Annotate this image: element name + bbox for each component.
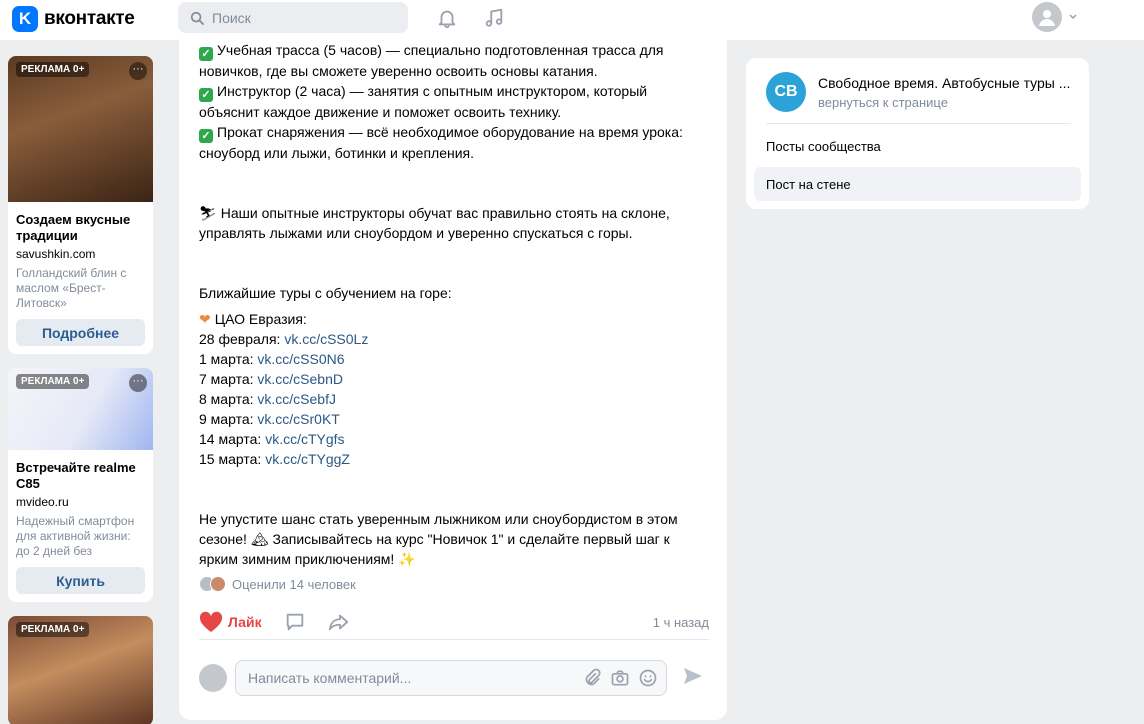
send-button[interactable] bbox=[681, 664, 705, 693]
comment-box[interactable] bbox=[235, 660, 667, 696]
comment-input[interactable] bbox=[248, 670, 582, 686]
ad-title[interactable]: Встречайте realme C85 bbox=[16, 460, 136, 491]
community-header[interactable] bbox=[766, 72, 1073, 112]
vk-logo-icon: K bbox=[12, 6, 38, 32]
check-mark-icon: ✓ bbox=[199, 47, 213, 61]
ad-title[interactable]: Создаем вкусные традиции bbox=[16, 212, 131, 243]
community-logo[interactable]: СВ bbox=[766, 72, 806, 112]
avatar bbox=[199, 664, 227, 692]
tour-link[interactable]: vk.cc/cSr0KT bbox=[257, 411, 340, 427]
post-side-panel bbox=[746, 58, 1089, 209]
nav-wall-post[interactable]: Пост на стене bbox=[754, 167, 1081, 201]
share-icon bbox=[328, 611, 350, 633]
paperclip-icon[interactable] bbox=[582, 668, 602, 688]
ad-card[interactable] bbox=[8, 616, 153, 724]
rated-count: Оценили 14 человек bbox=[232, 576, 356, 592]
sparkles-icon: ✨ bbox=[398, 551, 416, 567]
ad-buy-button[interactable]: Купить bbox=[16, 567, 145, 594]
heart-icon bbox=[199, 611, 223, 633]
search-icon bbox=[190, 11, 204, 25]
bell-icon bbox=[436, 7, 458, 29]
ad-domain: savushkin.com bbox=[16, 247, 96, 261]
heart-icon: ❤ bbox=[199, 311, 211, 327]
tour-link[interactable]: vk.cc/cTYgfs bbox=[265, 431, 345, 447]
tour-link[interactable]: vk.cc/cTYggZ bbox=[265, 451, 350, 467]
profile-menu[interactable] bbox=[1032, 2, 1078, 32]
ad-more-button[interactable]: Подробнее bbox=[16, 319, 145, 346]
chevron-down-icon bbox=[1068, 12, 1078, 22]
comment-composer bbox=[199, 660, 709, 696]
skier-icon: ⛷ bbox=[199, 205, 217, 221]
liker-avatars bbox=[199, 576, 226, 592]
ad-image[interactable] bbox=[8, 368, 153, 450]
ad-badge: РЕКЛАМА 0+ bbox=[16, 622, 89, 637]
share-button[interactable] bbox=[328, 611, 350, 633]
tour-link[interactable]: vk.cc/cSebfJ bbox=[257, 391, 336, 407]
avatar bbox=[1032, 2, 1062, 32]
post-actions bbox=[199, 604, 709, 640]
search-input[interactable] bbox=[212, 10, 392, 26]
post-time[interactable]: 1 ч назад bbox=[652, 614, 709, 630]
top-header bbox=[0, 0, 1144, 40]
check-mark-icon: ✓ bbox=[199, 88, 213, 102]
post-text: ✓ Учебная трасса (5 часов) — специально подготовленная трасса для новичков, где вы сможете уверенно освоить основы катания. ✓ Инструктор (2 часа) — занятия с опытным инструктором, который объяснит каждое движение и поможет освоить технику. ✓ Прокат снаряжения — всё необходимое оборудование на время урока: сноуборд или лыжи, ботинки и крепления. ⛷ Наши опытные инструкторы обучат вас правильно стоять на склоне, управлять лыжами или сноубордом и уверенно спускаться с горы. Ближайшие туры с обучением на горе: ❤ ЦАО Евразия: 28 февраля: vk.cc/cSS0Lz 1 марта: vk.cc/cSS0N6 7 марта: vk.cc/cSebnD 8 марта: vk.cc/cSebfJ 9 марта: vk.cc/cSr0KT 14 марта: vk.cc/cTYgfs 15 марта: vk.cc/cTYggZ Не упустите шанс стать уверенным лыжником или сноубордистом в этом сезоне! 🏔 Записывайтесь на курс "Новичок 1" и сделайте первый шаг к ярким зимним приключениям! ✨ bbox=[199, 42, 683, 567]
mountain-icon: 🏔 bbox=[250, 531, 269, 547]
ad-domain: mvideo.ru bbox=[16, 495, 69, 509]
wall-post bbox=[179, 40, 727, 720]
ad-badge: РЕКЛАМА 0+ bbox=[16, 374, 89, 389]
ad-description: Голландский блин с маслом «Брест-Литовск» bbox=[16, 266, 127, 310]
logo-text: вконтакте bbox=[44, 8, 135, 29]
back-to-page-link[interactable]: вернуться к странице bbox=[818, 94, 948, 110]
music-button[interactable] bbox=[481, 5, 507, 31]
ads-column bbox=[8, 56, 153, 724]
divider bbox=[199, 639, 709, 640]
send-icon bbox=[681, 664, 705, 688]
notifications-button[interactable] bbox=[434, 5, 460, 31]
ad-card[interactable] bbox=[8, 56, 153, 354]
music-note-icon bbox=[483, 7, 505, 29]
comment-button[interactable] bbox=[284, 611, 306, 633]
check-mark-icon: ✓ bbox=[199, 129, 213, 143]
ad-card[interactable] bbox=[8, 368, 153, 602]
user-icon bbox=[1037, 7, 1057, 27]
emoji-icon[interactable] bbox=[638, 668, 658, 688]
like-button[interactable]: Лайк bbox=[199, 611, 262, 633]
camera-icon[interactable] bbox=[610, 668, 630, 688]
ad-description: Надежный смартфон для активной жизни: до 2 дней без bbox=[16, 514, 135, 558]
tour-link[interactable]: vk.cc/cSebnD bbox=[257, 371, 343, 387]
nav-community-posts[interactable]: Посты сообщества bbox=[766, 138, 881, 154]
divider bbox=[766, 123, 1071, 124]
community-name[interactable]: Свободное время. Автобусные туры ... bbox=[818, 74, 1071, 91]
tour-link[interactable]: vk.cc/cSS0N6 bbox=[257, 351, 345, 367]
more-icon[interactable]: ··· bbox=[129, 374, 147, 392]
ad-image[interactable] bbox=[8, 56, 153, 202]
avatar bbox=[210, 576, 226, 592]
search-box[interactable] bbox=[178, 2, 408, 33]
tour-link[interactable]: vk.cc/cSS0Lz bbox=[284, 331, 369, 347]
ad-image[interactable] bbox=[8, 616, 153, 724]
ad-badge: РЕКЛАМА 0+ bbox=[16, 62, 89, 77]
comment-icon bbox=[284, 611, 306, 633]
vk-logo[interactable] bbox=[12, 6, 135, 32]
rated-by[interactable] bbox=[199, 576, 356, 592]
more-icon[interactable]: ··· bbox=[129, 62, 147, 80]
